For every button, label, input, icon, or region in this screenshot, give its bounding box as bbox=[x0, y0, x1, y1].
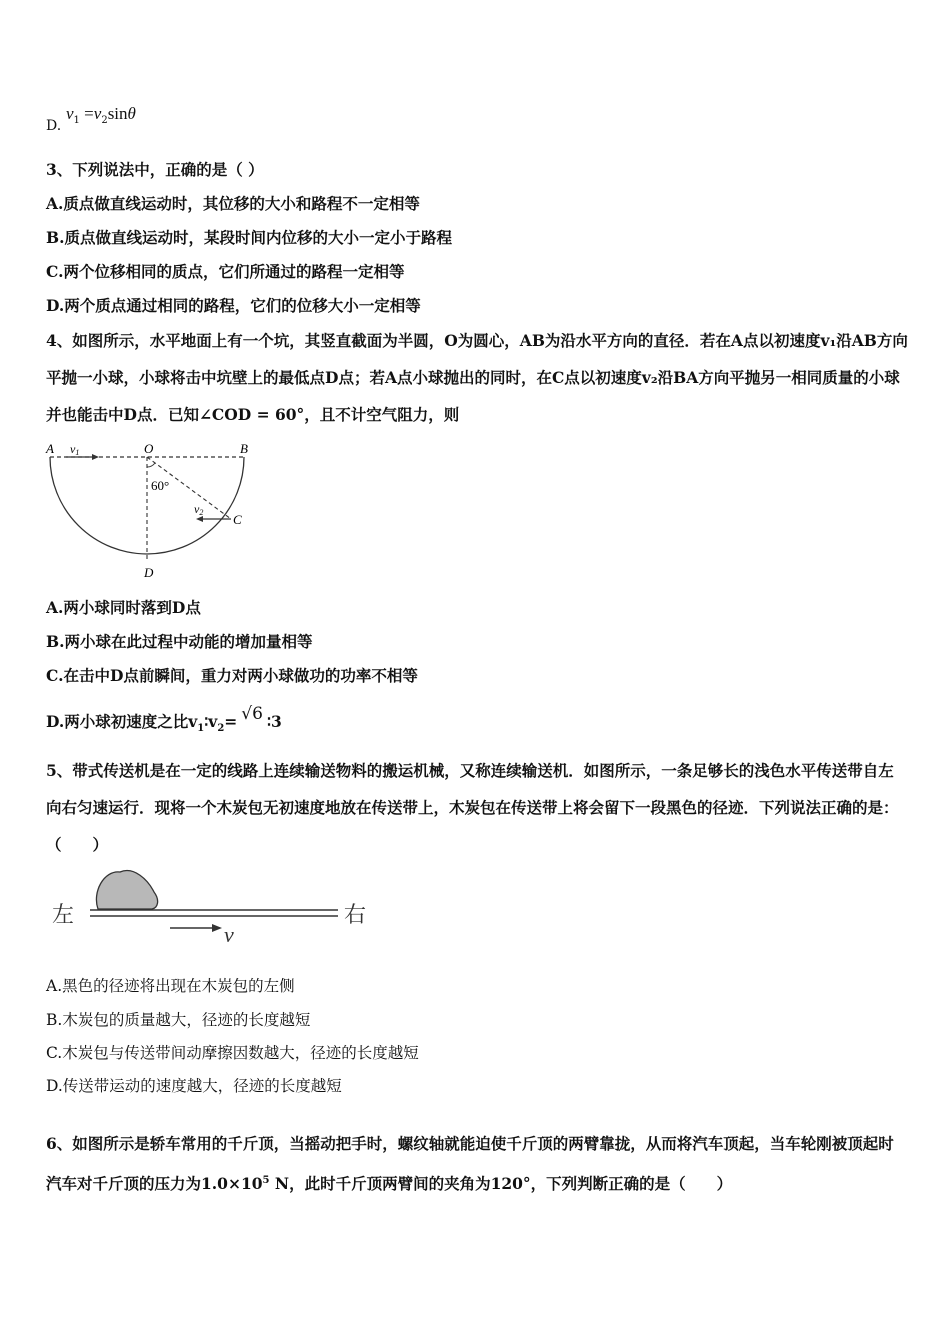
q4-stem: 4、如图所示，水平地面上有一个坑，其竖直截面为半圆，O为圆心，AB为沿水平方向的直径．若在A点以初速度v₁沿AB方向平抛一小球，小球将击中坑壁上的最低点D点；若A点小球抛出的同时，在C点以初速度v₂沿BA方向平抛另一相同质量的小球并也能击中D点．已知∠COD = 60°，且不计空气阻力，则 bbox=[46, 331, 908, 424]
q4-option-d-sqrt: √6 bbox=[241, 704, 263, 724]
label-v2: v2 bbox=[194, 502, 204, 517]
q5-stem: 5、带式传送机是在一定的线路上连续输送物料的搬运机械，又称连续输送机．如图所示，一条足够长的浅色水平传送带自左向右匀速运行．现将一个木炭包无初速度地放在传送带上，木炭包在传送带上将会留下一段黑色的径迹．下列说法正确的是： （ ） bbox=[46, 761, 907, 854]
q3-option-d: D.两个质点通过相同的路程，它们的位移大小一定相等 bbox=[46, 296, 421, 315]
q4-option-d-eq: = bbox=[224, 712, 238, 731]
q6-stem bbox=[46, 1125, 908, 1202]
label-angle: 60° bbox=[151, 478, 170, 493]
charcoal-bag bbox=[96, 871, 157, 909]
q5-option-c: C.木炭包与传送带间动摩擦因数越大，径迹的长度越短 bbox=[46, 1044, 419, 1062]
label-d: D bbox=[144, 565, 154, 580]
q3-option-a: A.质点做直线运动时，其位移的大小和路程不一定相等 bbox=[46, 194, 420, 213]
q4-option-d-mid: ∶v bbox=[204, 712, 218, 731]
q4-option-a: A.两小球同时落到D点 bbox=[46, 598, 201, 617]
label-c: C bbox=[233, 512, 242, 527]
conveyor-belt-figure bbox=[48, 862, 378, 950]
label-v1: v1 bbox=[70, 442, 80, 457]
q4-option-d-prefix: D.两小球初速度之比v bbox=[46, 712, 198, 731]
formula-theta: θ bbox=[127, 104, 136, 123]
q4-option-c: C.在击中D点前瞬间，重力对两小球做功的功率不相等 bbox=[46, 666, 418, 685]
q4-option-d-suffix: ∶3 bbox=[266, 712, 282, 731]
semicircle-pit-figure bbox=[44, 440, 264, 582]
q5-option-b: B.木炭包的质量越大，径迹的长度越短 bbox=[46, 1011, 311, 1029]
q4-option-d bbox=[46, 704, 282, 739]
formula bbox=[66, 104, 136, 131]
q4-option-d-sub1: 1 bbox=[197, 723, 205, 735]
option-label: D. bbox=[46, 118, 62, 134]
formula-sin: sin bbox=[107, 104, 128, 123]
q4-option-d-sub2: 2 bbox=[217, 723, 225, 735]
q5-option-d: D.传送带运动的速度越大，径迹的长度越短 bbox=[46, 1077, 342, 1095]
v1-arrowhead bbox=[92, 454, 99, 460]
formula-eq: = bbox=[79, 104, 94, 123]
q5-option-a: A.黑色的径迹将出现在木炭包的左侧 bbox=[46, 977, 295, 995]
q6-stem-part1: 6、如图所示是轿车常用的千斤顶，当摇动把手时，螺纹轴就能迫使千斤顶的两臂靠拢，从而将汽车顶起，当车轮刚被顶起时汽车对千斤顶的压力为1.0×10 bbox=[46, 1134, 894, 1194]
q4-option-b: B.两小球在此过程中动能的增加量相等 bbox=[46, 632, 313, 651]
velocity-arrowhead bbox=[212, 924, 222, 932]
label-b: B bbox=[240, 441, 248, 456]
formula-sub2: 2 bbox=[101, 115, 108, 127]
label-right: 右 bbox=[344, 902, 367, 927]
q3-option-c: C.两个位移相同的质点，它们所通过的路程一定相等 bbox=[46, 262, 405, 281]
label-left: 左 bbox=[52, 902, 75, 927]
formula-sub1: 1 bbox=[73, 115, 80, 127]
q3-stem: 3、下列说法中，正确的是（ ） bbox=[46, 160, 264, 179]
angle-arc bbox=[147, 463, 155, 467]
q6-stem-part2: N，此时千斤顶两臂间的夹角为120°，下列判断正确的是（ ） bbox=[269, 1174, 733, 1194]
q3-option-b: B.质点做直线运动时，某段时间内位移的大小一定小于路程 bbox=[46, 228, 452, 247]
label-a: A bbox=[46, 441, 54, 456]
q6-stem-sup: 5 bbox=[262, 1175, 270, 1186]
label-v: v bbox=[224, 922, 234, 947]
formula-v2: v bbox=[93, 104, 102, 123]
label-o: O bbox=[144, 441, 154, 456]
formula-v1: v bbox=[66, 104, 74, 123]
